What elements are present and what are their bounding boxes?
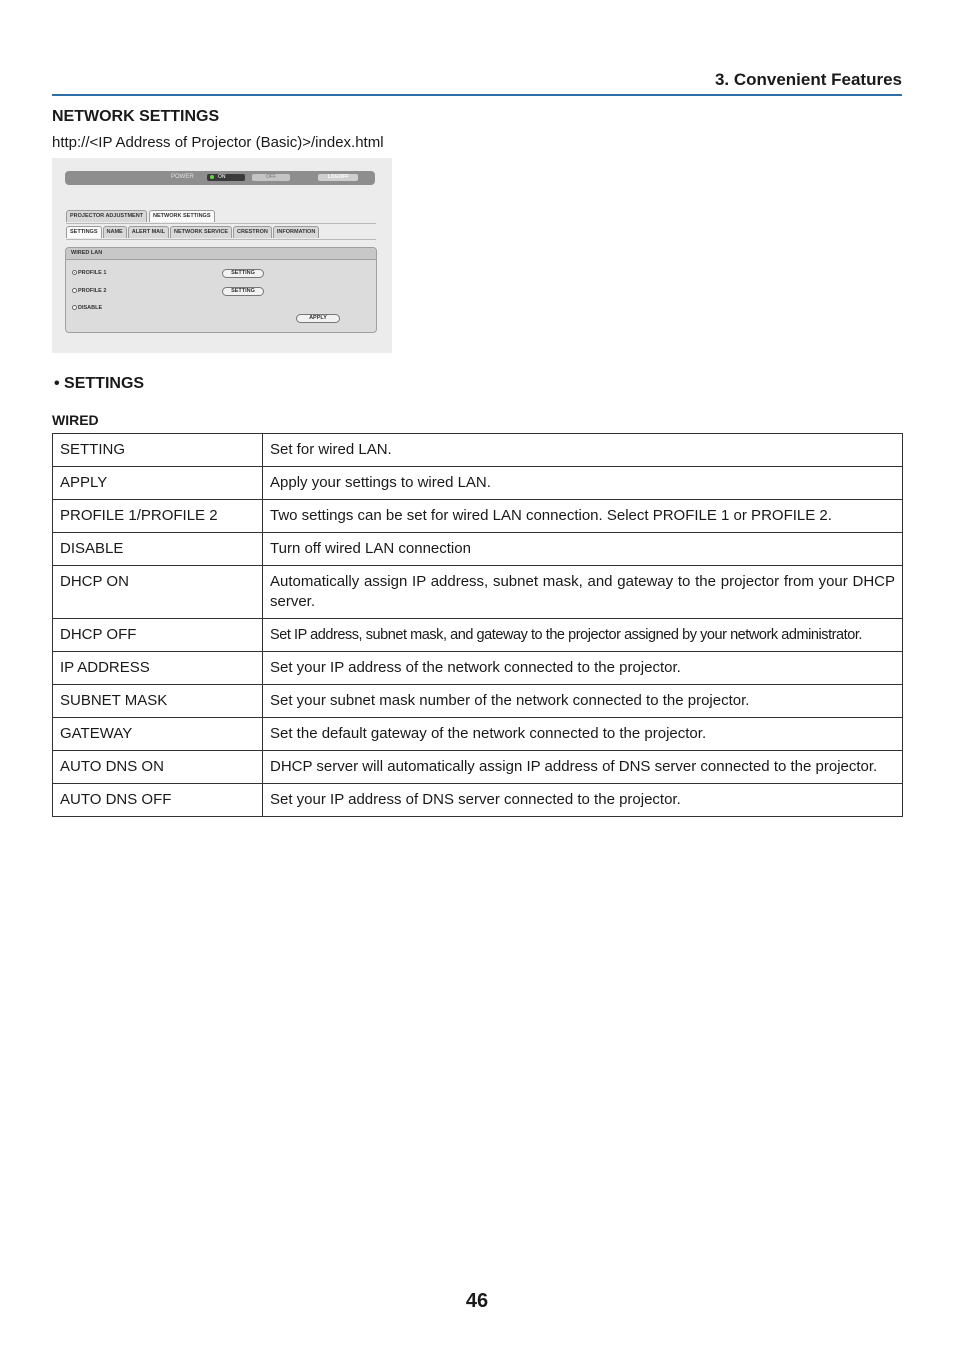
profile-2-setting-button[interactable]: SETTING bbox=[222, 287, 264, 296]
table-row bbox=[53, 685, 903, 718]
table-row bbox=[53, 434, 903, 467]
row-key: DHCP ON bbox=[53, 566, 263, 619]
web-ui-screenshot bbox=[52, 158, 392, 353]
table-row bbox=[53, 533, 903, 566]
tab-information[interactable]: INFORMATION bbox=[273, 226, 319, 238]
table-row bbox=[53, 784, 903, 817]
power-on-label: ON bbox=[218, 174, 226, 180]
radio-icon[interactable] bbox=[72, 288, 77, 293]
radio-icon[interactable] bbox=[72, 305, 77, 310]
row-value: DHCP server will automatically assign IP address of DNS server connected to the projector. bbox=[263, 751, 903, 784]
row-key: AUTO DNS OFF bbox=[53, 784, 263, 817]
option-label: PROFILE 1 bbox=[78, 270, 107, 276]
table-row bbox=[53, 751, 903, 784]
power-led-icon bbox=[210, 175, 214, 179]
tab-network-service[interactable]: NETWORK SERVICE bbox=[170, 226, 232, 238]
tab-name[interactable]: NAME bbox=[103, 226, 127, 238]
option-profile-1[interactable] bbox=[72, 269, 106, 277]
power-bar bbox=[65, 171, 375, 185]
row-key: DHCP OFF bbox=[53, 619, 263, 652]
power-off-button[interactable]: OFF bbox=[252, 174, 290, 181]
row-value: Set IP address, subnet mask, and gateway to the projector assigned by your network administrator. bbox=[263, 619, 903, 652]
page-number: 46 bbox=[465, 1290, 489, 1312]
row-key: DISABLE bbox=[53, 533, 263, 566]
wired-lan-panel bbox=[65, 247, 377, 333]
option-label: DISABLE bbox=[78, 305, 103, 311]
row-value: Apply your settings to wired LAN. bbox=[263, 467, 903, 500]
panel-title: WIRED LAN bbox=[66, 248, 376, 260]
power-label: POWER bbox=[171, 174, 194, 180]
row-value: Set your subnet mask number of the network connected to the projector. bbox=[263, 685, 903, 718]
option-profile-2[interactable] bbox=[72, 287, 106, 295]
settings-table bbox=[52, 433, 903, 817]
section-title: NETWORK SETTINGS bbox=[52, 108, 220, 125]
logoff-button[interactable]: LOGOFF bbox=[318, 174, 358, 181]
row-key: AUTO DNS ON bbox=[53, 751, 263, 784]
table-row bbox=[53, 652, 903, 685]
table-row bbox=[53, 500, 903, 533]
apply-button[interactable]: APPLY bbox=[296, 314, 340, 323]
table-row bbox=[53, 718, 903, 751]
index-url: http://<IP Address of Projector (Basic)>/index.html bbox=[52, 134, 384, 151]
row-key: IP ADDRESS bbox=[53, 652, 263, 685]
main-tabs bbox=[66, 210, 215, 222]
radio-selected-icon[interactable] bbox=[72, 270, 77, 275]
option-disable[interactable] bbox=[72, 304, 102, 312]
row-value: Set for wired LAN. bbox=[263, 434, 903, 467]
row-key: GATEWAY bbox=[53, 718, 263, 751]
row-value: Set the default gateway of the network connected to the projector. bbox=[263, 718, 903, 751]
settings-heading: • SETTINGS bbox=[54, 375, 145, 392]
row-key: SUBNET MASK bbox=[53, 685, 263, 718]
row-key: APPLY bbox=[53, 467, 263, 500]
tab-divider bbox=[66, 223, 376, 224]
table-row bbox=[53, 619, 903, 652]
wired-subheading: WIRED bbox=[52, 412, 99, 428]
row-value: Turn off wired LAN connection bbox=[263, 533, 903, 566]
row-key: SETTING bbox=[53, 434, 263, 467]
power-on-button[interactable] bbox=[207, 174, 245, 181]
tab-crestron[interactable]: CRESTRON bbox=[233, 226, 272, 238]
tab-projector-adjustment[interactable]: PROJECTOR ADJUSTMENT bbox=[66, 210, 147, 222]
row-value: Two settings can be set for wired LAN connection. Select PROFILE 1 or PROFILE 2. bbox=[263, 500, 903, 533]
tab-network-settings[interactable]: NETWORK SETTINGS bbox=[149, 210, 214, 222]
profile-1-setting-button[interactable]: SETTING bbox=[222, 269, 264, 278]
row-value: Automatically assign IP address, subnet mask, and gateway to the projector from your DHCP server. bbox=[263, 566, 903, 619]
tab-alert-mail[interactable]: ALERT MAIL bbox=[128, 226, 169, 238]
sub-tabs bbox=[66, 226, 319, 238]
table-row bbox=[53, 566, 903, 619]
tab-settings[interactable]: SETTINGS bbox=[66, 226, 102, 238]
row-value: Set your IP address of DNS server connected to the projector. bbox=[263, 784, 903, 817]
chapter-header: 3. Convenient Features bbox=[52, 70, 902, 96]
table-row bbox=[53, 467, 903, 500]
row-value: Set your IP address of the network connected to the projector. bbox=[263, 652, 903, 685]
row-key: PROFILE 1/PROFILE 2 bbox=[53, 500, 263, 533]
option-label: PROFILE 2 bbox=[78, 288, 107, 294]
subtab-divider bbox=[66, 239, 376, 240]
